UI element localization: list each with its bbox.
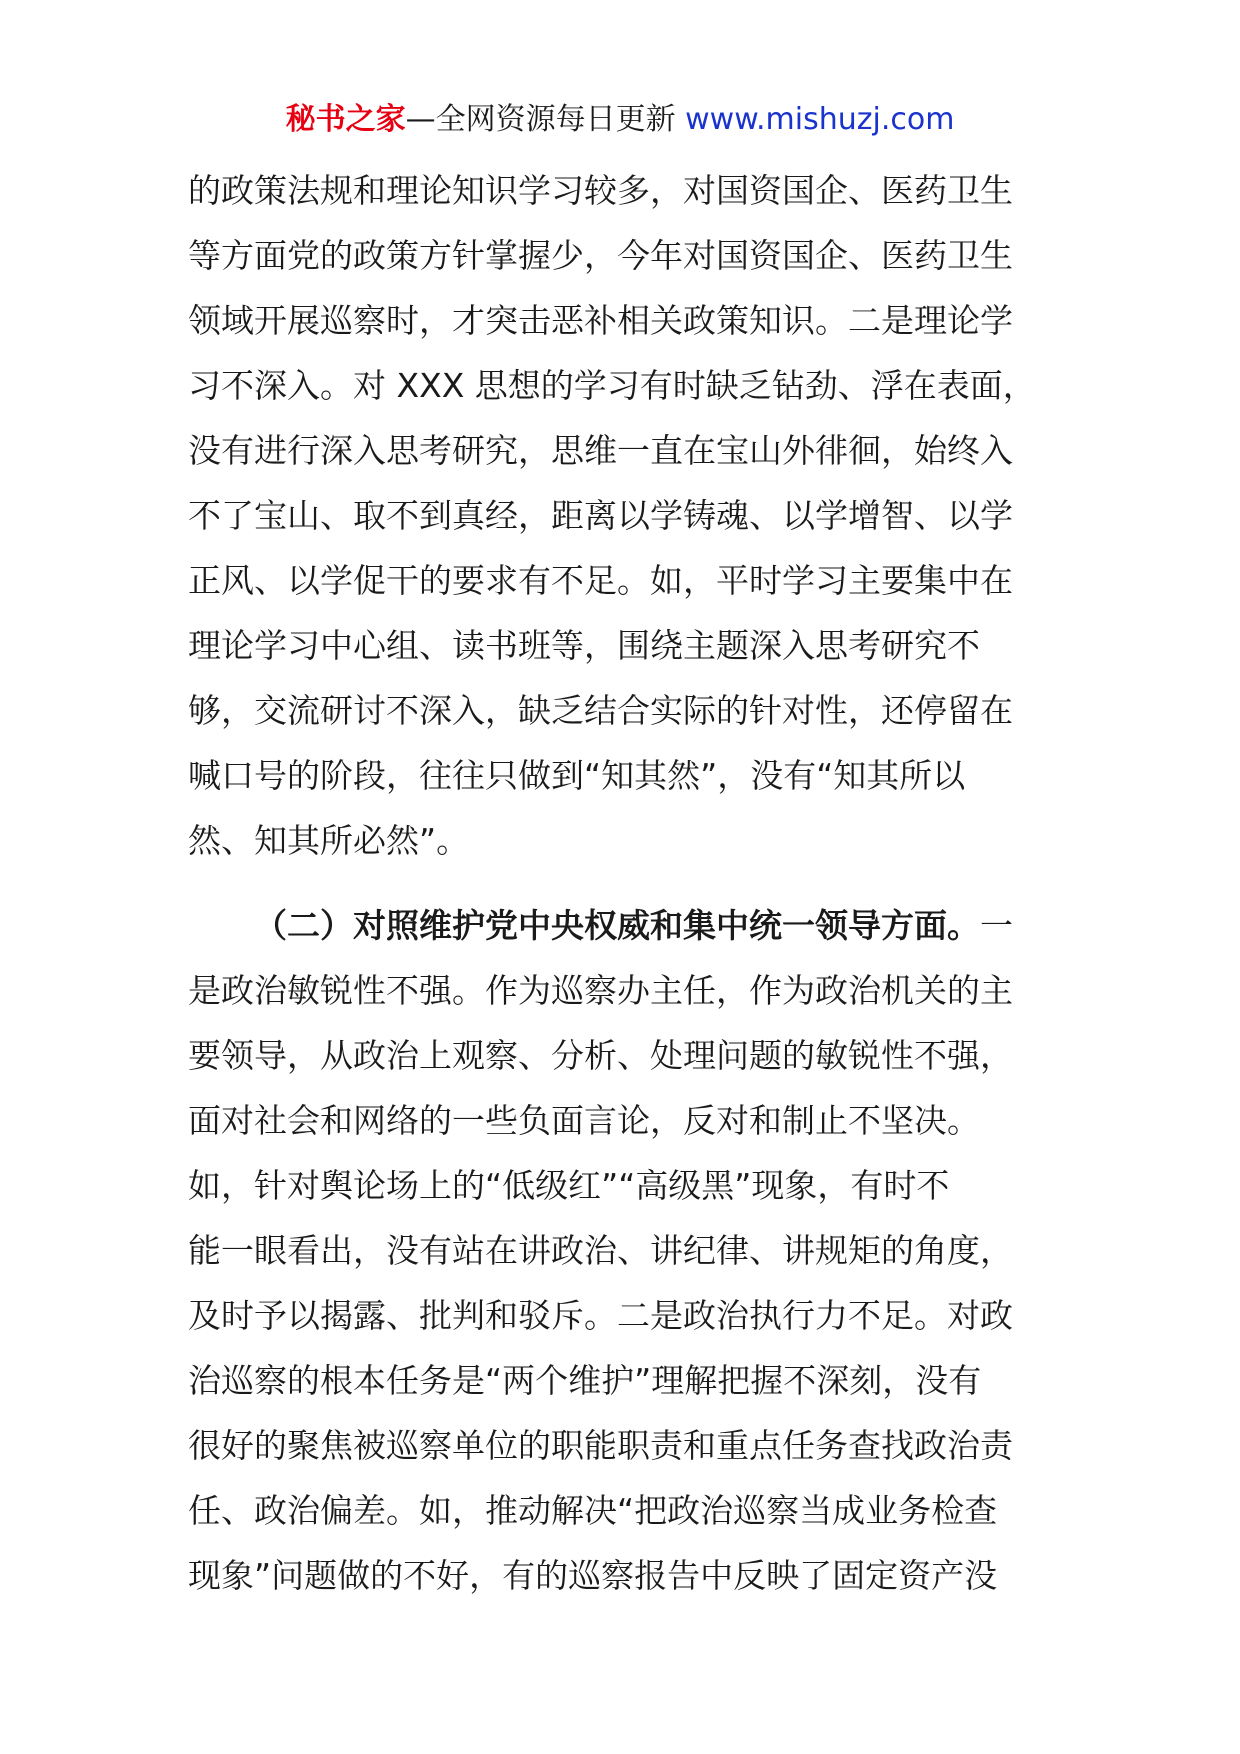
paragraph-1 — [188, 158, 1056, 873]
site-header — [0, 100, 1240, 140]
heading-line-rest: 一 — [980, 906, 1013, 945]
section-heading: （二）对照维护党中央权威和集中统一领导方面。 — [254, 906, 980, 945]
text-line: 现象”问题做的不好，有的巡察报告中反映了固定资产没 — [188, 1556, 998, 1595]
text-line: 喊口号的阶段，往往只做到“知其然”，没有“知其所以 — [188, 756, 966, 795]
text-line: 能一眼看出，没有站在讲政治、讲纪律、讲规矩的角度， — [188, 1231, 1013, 1270]
paragraph-spacer — [188, 873, 1056, 893]
text-line: 面对社会和网络的一些负面言论，反对和制止不坚决。 — [188, 1101, 980, 1140]
paragraph-2 — [188, 893, 1056, 1608]
text-line: 领域开展巡察时，才突击恶补相关政策知识。二是理论学 — [188, 301, 1013, 340]
text-line: 治巡察的根本任务是“两个维护”理解把握不深刻，没有 — [188, 1361, 982, 1400]
text-line: 如，针对舆论场上的“低级红”“高级黑”现象，有时不 — [188, 1166, 950, 1205]
text-line: 及时予以揭露、批判和驳斥。二是政治执行力不足。对政 — [188, 1296, 1013, 1335]
document-body — [188, 158, 1056, 1608]
header-slogan: —全网资源每日更新 — [405, 102, 686, 137]
text-line: 然、知其所必然”。 — [188, 821, 470, 860]
text-line: 的政策法规和理论知识学习较多，对国资国企、医药卫生 — [188, 171, 1013, 210]
text-line: 要领导，从政治上观察、分析、处理问题的敏锐性不强， — [188, 1036, 1013, 1075]
brand-name: 秘书之家 — [285, 102, 406, 137]
text-line: 是政治敏锐性不强。作为巡察办主任，作为政治机关的主 — [188, 971, 1013, 1010]
text-line: 没有进行深入思考研究，思维一直在宝山外徘徊，始终入 — [188, 431, 1013, 470]
text-line: 任、政治偏差。如，推动解决“把政治巡察当成业务检查 — [188, 1491, 998, 1530]
text-line: 够，交流研讨不深入，缺乏结合实际的针对性，还停留在 — [188, 691, 1013, 730]
text-line: 不了宝山、取不到真经，距离以学铸魂、以学增智、以学 — [188, 496, 1013, 535]
site-url-link[interactable]: www.mishuzj.com — [685, 102, 955, 137]
text-line: 理论学习中心组、读书班等，围绕主题深入思考研究不 — [188, 626, 980, 665]
text-line: 正风、以学促干的要求有不足。如，平时学习主要集中在 — [188, 561, 1013, 600]
section-heading-line — [188, 893, 1056, 958]
text-line: 等方面党的政策方针掌握少，今年对国资国企、医药卫生 — [188, 236, 1013, 275]
text-line: 很好的聚焦被巡察单位的职能职责和重点任务查找政治责 — [188, 1426, 1013, 1465]
text-line: 习不深入。对 XXX 思想的学习有时缺乏钻劲、浮在表面， — [188, 366, 1036, 405]
